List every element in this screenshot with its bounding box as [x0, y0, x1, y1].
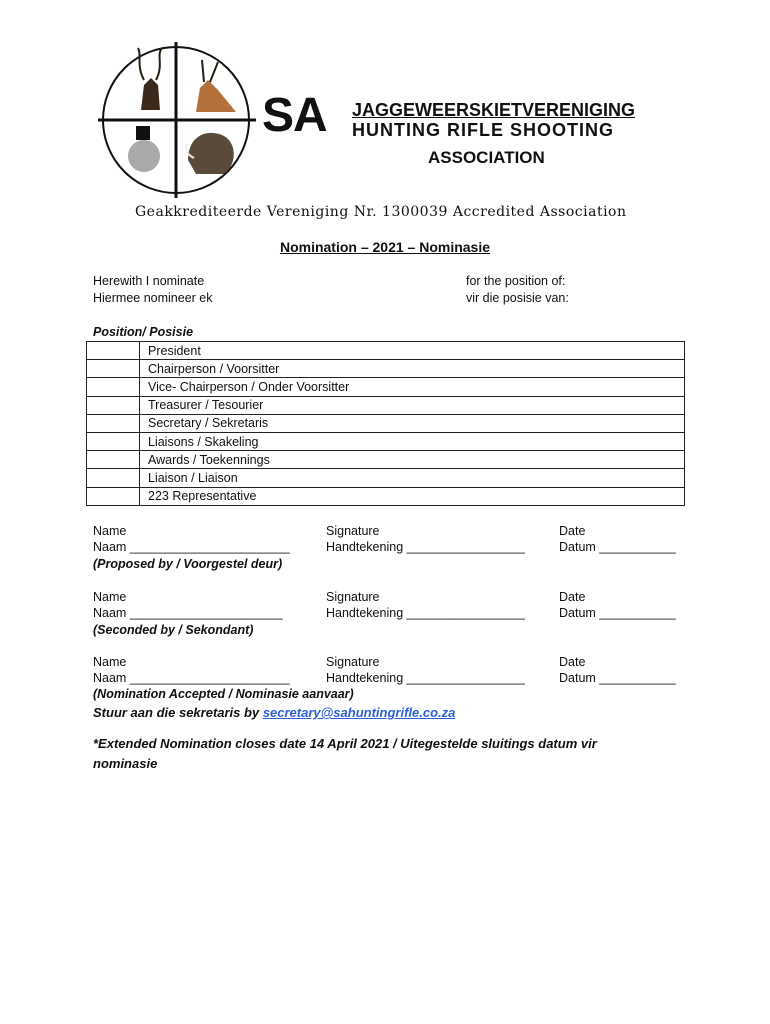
position-label: Treasurer / Tesourier [140, 396, 685, 414]
positions-table [86, 341, 685, 506]
position-checkbox[interactable] [87, 378, 140, 396]
position-row [87, 342, 685, 360]
seconder-date-field[interactable]: Datum ___________ [559, 606, 676, 620]
position-label-af: vir die posisie van: [466, 291, 569, 305]
proposer-date-label: Date [559, 524, 586, 538]
proposer-name-label: Name [93, 524, 127, 538]
logo-initials: SA [262, 89, 327, 142]
proposer-role: (Proposed by / Voorgestel deur) [93, 557, 283, 571]
position-row [87, 414, 685, 432]
position-checkbox[interactable] [87, 469, 140, 487]
nominee-date-label: Date [559, 655, 586, 669]
deadline-notice-line1: *Extended Nomination closes date 14 April 2021 / Uitegestelde sluitings datum vir [93, 736, 597, 751]
send-to-text: Stuur aan die sekretaris by [93, 705, 263, 720]
nominate-label-af: Hiermee nomineer ek [93, 291, 213, 305]
position-checkbox[interactable] [87, 487, 140, 505]
position-row [87, 396, 685, 414]
nominate-label-en: Herewith I nominate [93, 274, 205, 288]
position-row [87, 469, 685, 487]
position-checkbox[interactable] [87, 396, 140, 414]
position-row [87, 432, 685, 450]
position-label: Liaisons / Skakeling [140, 432, 685, 450]
seconder-name-label: Name [93, 590, 127, 604]
nominee-signature-label: Signature [326, 655, 380, 669]
accreditation-line: Geakkrediteerde Vereniging Nr. 1300039 Accredited Association [135, 204, 627, 220]
send-to-line [93, 705, 455, 720]
org-name-english: HUNTING RIFLE SHOOTING [352, 120, 614, 140]
positions-heading: Position/ Posisie [93, 325, 194, 339]
seconder-signature-label: Signature [326, 590, 380, 604]
proposer-signature-label: Signature [326, 524, 380, 538]
page-title: Nomination – 2021 – Nominasie [279, 239, 491, 255]
position-row [87, 360, 685, 378]
org-name-association: ASSOCIATION [428, 148, 545, 167]
position-checkbox[interactable] [87, 432, 140, 450]
nominee-role: (Nomination Accepted / Nominasie aanvaar) [93, 687, 354, 701]
position-label: Chairperson / Voorsitter [140, 360, 685, 378]
position-label: Liaison / Liaison [140, 469, 685, 487]
crosshair-emblem-icon [96, 40, 266, 200]
proposer-signature-field[interactable]: Handtekening _________________ [326, 540, 525, 554]
seconder-role: (Seconded by / Sekondant) [93, 623, 254, 637]
position-label: Vice- Chairperson / Onder Voorsitter [140, 378, 685, 396]
org-name-afrikaans: JAGGEWEERSKIETVERENIGING [352, 100, 636, 120]
nominee-signature-field[interactable]: Handtekening _________________ [326, 671, 525, 685]
nominee-name-label: Name [93, 655, 127, 669]
proposer-name-field[interactable]: Naam _______________________ [93, 540, 290, 554]
seconder-date-label: Date [559, 590, 586, 604]
position-checkbox[interactable] [87, 360, 140, 378]
secretary-email-link[interactable]: secretary@sahuntingrifle.co.za [262, 705, 456, 720]
seconder-signature-field[interactable]: Handtekening _________________ [326, 606, 525, 620]
association-logo [96, 40, 656, 200]
position-label-en: for the position of: [466, 274, 566, 288]
position-checkbox[interactable] [87, 451, 140, 469]
position-label: Awards / Toekennings [140, 451, 685, 469]
position-checkbox[interactable] [87, 342, 140, 360]
seconder-name-field[interactable]: Naam ______________________ [93, 606, 283, 620]
position-row [87, 451, 685, 469]
proposer-date-field[interactable]: Datum ___________ [559, 540, 676, 554]
position-row [87, 487, 685, 505]
nominee-date-field[interactable]: Datum ___________ [559, 671, 676, 685]
position-row [87, 378, 685, 396]
position-label: 223 Representative [140, 487, 685, 505]
deadline-notice-line2: nominasie [93, 756, 158, 771]
nominee-name-field[interactable]: Naam _______________________ [93, 671, 290, 685]
position-label: Secretary / Sekretaris [140, 414, 685, 432]
position-label: President [140, 342, 685, 360]
position-checkbox[interactable] [87, 414, 140, 432]
